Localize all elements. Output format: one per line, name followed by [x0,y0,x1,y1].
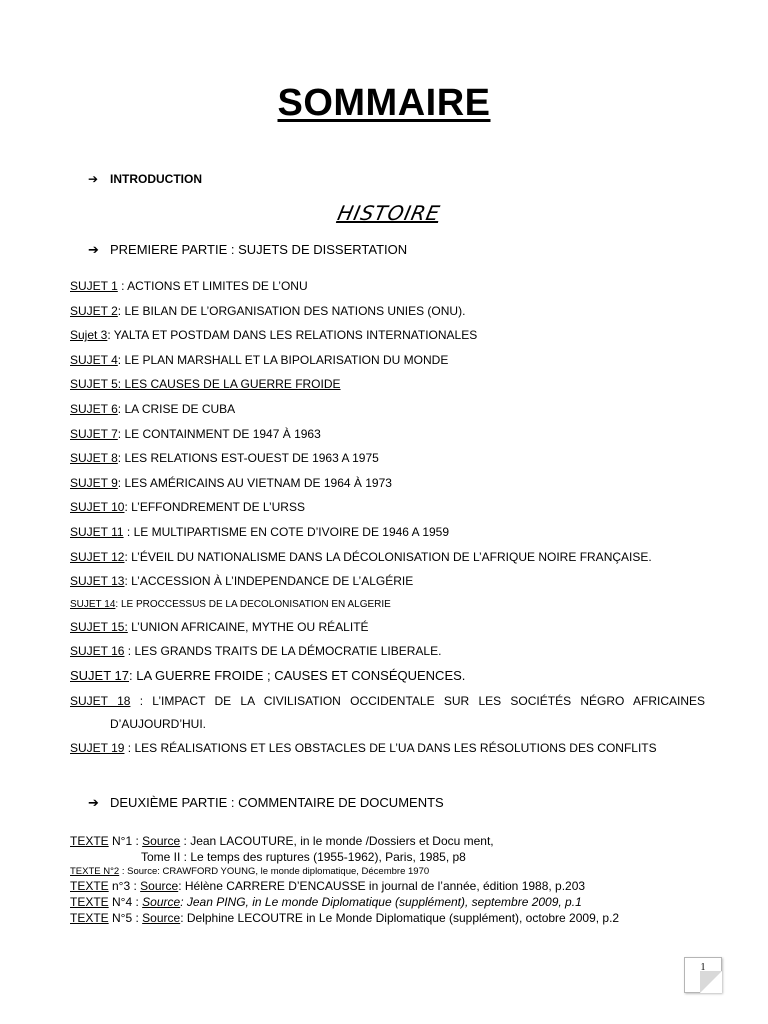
arrow-right-icon: ➔ [88,242,99,257]
texte-number: n°3 : [108,879,141,893]
subject-item [70,573,705,598]
subject-item [70,693,705,716]
subject-text: : LES RÉALISATIONS ET LES OBSTACLES DE L’UA DANS LES RÉSOLUTIONS DES CONFLITS [124,741,657,756]
histoire-label: HISTOIRE [335,201,443,225]
subject-text: : LE PLAN MARSHALL ET LA BIPOLARISATION DU MONDE [117,352,449,367]
introduction-heading [88,172,202,186]
subject-label: SUJET 2 [70,303,118,318]
texte-number: : [119,866,128,877]
subject-item [70,278,705,303]
subject-item [70,475,705,500]
texte-number: N°1 : [108,834,143,848]
subject-item [70,598,705,619]
subject-item [70,352,705,377]
part1-label: PREMIERE PARTIE : SUJETS DE DISSERTATION [110,242,408,257]
texte-number: N°4 : [108,895,143,909]
subject-label: SUJET 14 [70,598,116,610]
source-label: Source [142,911,181,925]
subject-text: : LA GUERRE FROIDE ; CAUSES ET CONSÉQUENCES. [129,667,466,683]
document-item [70,865,730,878]
source-detail: Source: CRAWFORD YOUNG, le monde diplomatique, Décembre 1970 [127,866,430,877]
subject-item [70,376,705,401]
subject-text: : L’EFFONDREMENT DE L’URSS [124,500,305,515]
subject-label: SUJET 10 [70,500,125,515]
subject-item [70,499,705,524]
subject-text: L’UNION AFRICAINE, MYTHE OU RÉALITÉ [127,619,369,634]
subject-item [70,450,705,475]
document-item [70,894,730,910]
subject-label: Sujet 3 [70,328,108,343]
subject-text: : YALTA ET POSTDAM DANS LES RELATIONS INTERNATIONALES [107,328,478,343]
page-number: 1 [700,962,706,973]
subject-text: : L’ÉVEIL DU NATIONALISME DANS LA DÉCOLONISATION DE L’AFRIQUE NOIRE FRANÇAISE. [124,549,652,564]
subject-text: : LE PROCCESSUS DE LA DECOLONISATION EN ALGERIE [115,598,391,610]
part2-heading [88,795,444,811]
part1-heading [88,242,407,258]
subject-label: SUJET 11 [70,524,124,539]
subject-label: SUJET 12 [70,549,125,564]
page-curl-icon [700,971,722,993]
texte-number: N°5 : [108,911,143,925]
subject-label: SUJET 5: LES CAUSES DE LA GUERRE FROIDE [70,377,341,392]
subject-text: : LE CONTAINMENT DE 1947 À 1963 [117,426,321,441]
subject-label: SUJET 1 [70,279,118,293]
subject-text: : LE MULTIPARTISME EN COTE D’IVOIRE DE 1946 A 1959 [123,524,450,539]
documents-list [70,833,730,926]
subject-text: : L’IMPACT DE LA CIVILISATION OCCIDENTALE SUR LES SOCIÉTÉS NÉGRO AFRICAINES [130,693,706,708]
source-detail: : Hélène CARRERE D’ENCAUSSE in journal de l’année, édition 1988, p.203 [178,879,586,893]
page-title: SOMMAIRE [277,82,491,124]
subject-continuation: D’AUJOURD’HUI. [110,716,206,731]
texte-label: TEXTE [70,911,109,925]
subject-label: SUJET 7 [70,426,118,441]
subjects-list [70,278,705,765]
introduction-label: INTRODUCTION [110,172,202,186]
subject-item [70,668,705,693]
texte-label: TEXTE [70,895,109,909]
source-detail: : Jean PING, in Le monde Diplomatique (supplément), septembre 2009, p.1 [180,895,582,909]
subject-label: SUJET 17 [70,667,130,683]
arrow-right-icon: ➔ [88,172,99,186]
subject-item [70,303,705,328]
subject-label: SUJET 13 [70,574,125,589]
texte-label: TEXTE [70,834,109,848]
subject-label: SUJET 4 [70,352,118,367]
subject-label: SUJET 18 [70,693,131,708]
subject-text: : LES RELATIONS EST-OUEST DE 1963 A 1975 [117,451,379,466]
document-item [70,878,730,894]
source-label: Source [142,834,181,848]
subject-item [70,740,705,765]
subject-label: SUJET 6 [70,401,118,416]
subject-item [70,426,705,451]
subject-text: : LES GRANDS TRAITS DE LA DÉMOCRATIE LIBERALE. [124,644,442,659]
arrow-right-icon: ➔ [88,795,99,810]
subject-text: : LA CRISE DE CUBA [117,401,236,416]
page-number-box [684,957,722,993]
subject-item [70,643,705,668]
subject-label: SUJET 8 [70,451,118,466]
subject-label: SUJET 9 [70,475,118,490]
subject-item [70,549,705,574]
texte-label: TEXTE N°2 [70,866,120,877]
subject-text: : L’ACCESSION À L’INDEPENDANCE DE L’ALGÉRIE [124,574,414,589]
subject-text: : LE BILAN DE L’ORGANISATION DES NATIONS UNIES (ONU). [117,303,466,318]
source-label: Source [140,879,179,893]
source-label: Source [142,895,181,909]
document-item [70,833,730,849]
source-detail: : Delphine LECOUTRE in Le Monde Diplomatique (supplément), octobre 2009, p.2 [180,911,620,925]
part2-label: DEUXIÈME PARTIE : COMMENTAIRE DE DOCUMENTS [110,795,444,810]
subject-item [70,524,705,549]
source-detail: : Jean LACOUTURE, in le monde /Dossiers et Docu ment, [180,834,494,848]
subject-item [70,401,705,426]
subject-text: : ACTIONS ET LIMITES DE L’ONU [117,279,308,293]
subject-item [70,327,705,352]
subject-label: SUJET 19 [70,741,125,756]
subject-label: SUJET 16 [70,644,125,659]
texte-label: TEXTE [70,879,109,893]
document-continuation: Tome II : Le temps des ruptures (1955-1962), Paris, 1985, p8 [141,850,466,864]
document-item [70,910,730,926]
subject-text: : LES AMÉRICAINS AU VIETNAM DE 1964 À 1973 [117,475,392,490]
subject-label: SUJET 15: [70,619,128,634]
histoire-heading [0,201,768,225]
subject-item [70,619,705,644]
